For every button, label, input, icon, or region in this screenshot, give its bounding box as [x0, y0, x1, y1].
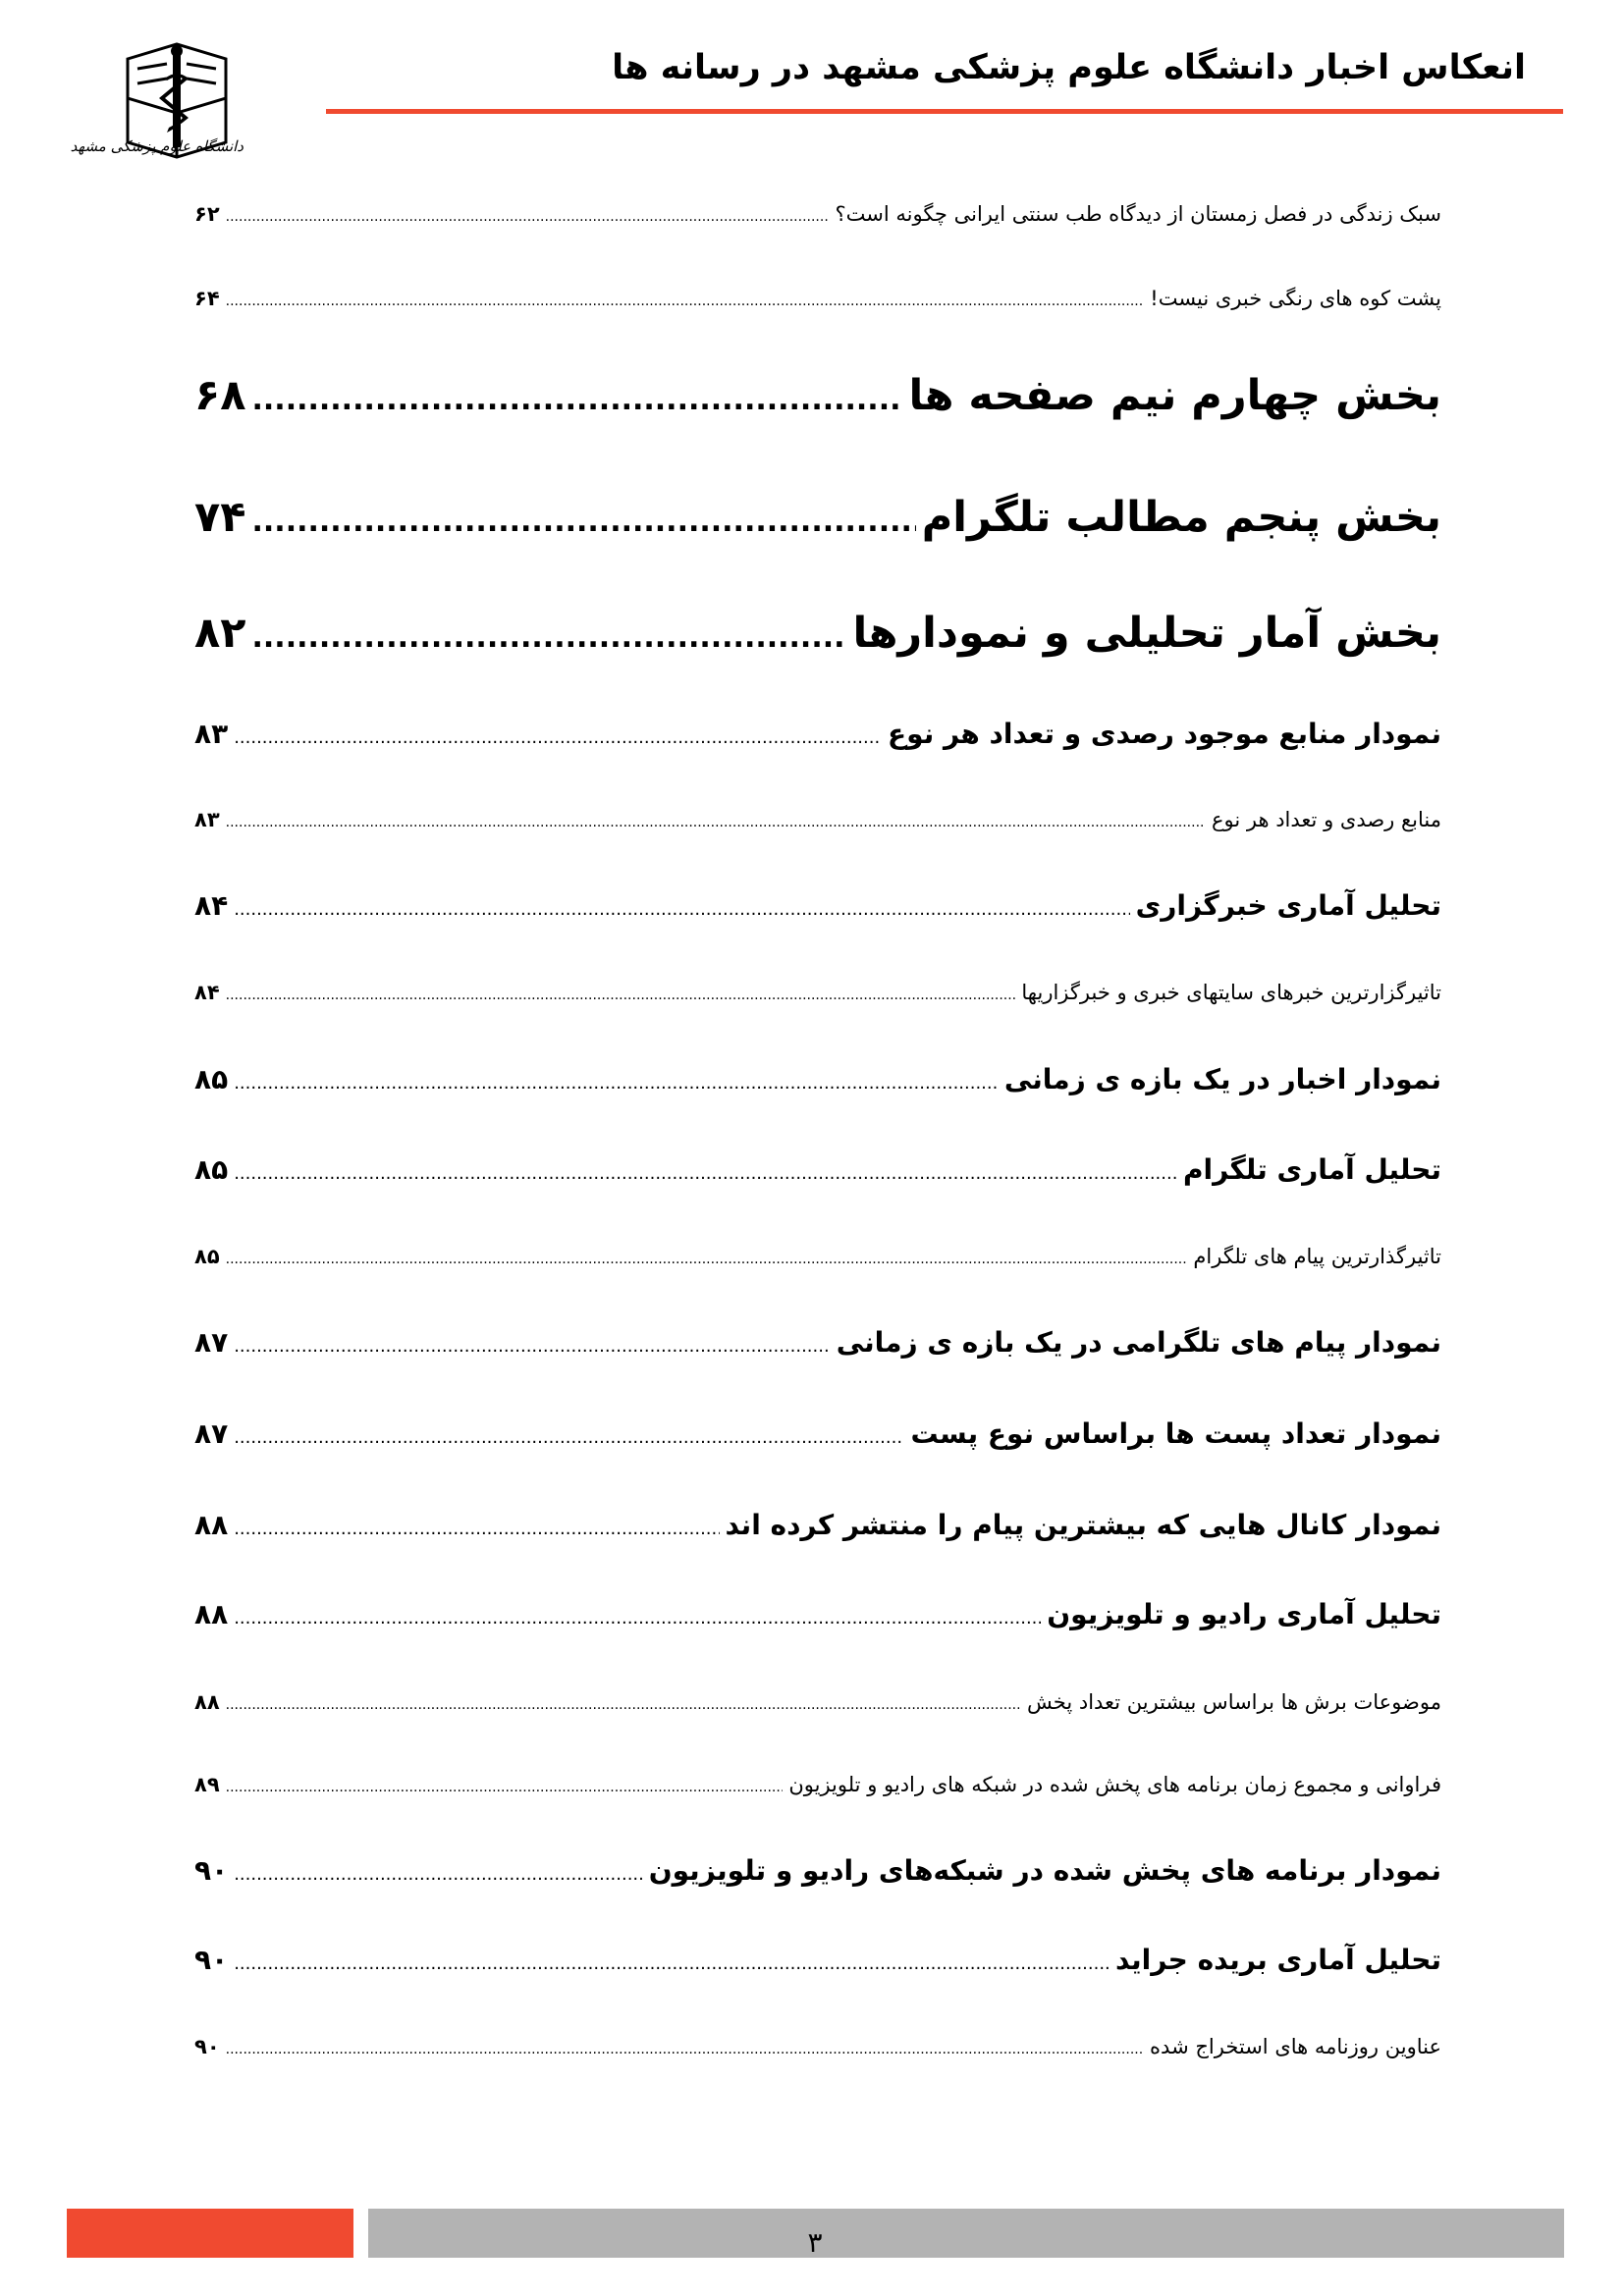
toc-entry-title: نمودار برنامه های پخش شده در شبکه‌های رادیو و تلویزیون [648, 1854, 1441, 1887]
toc-dot-leader [226, 294, 1145, 309]
toc-entry-title: فراوانی و مجموع زمان برنامه های پخش شده در شبکه های رادیو و تلویزیون [788, 1773, 1441, 1796]
toc-dot-leader [234, 727, 882, 748]
toc-dot-leader [234, 1953, 1110, 1974]
toc-dot-leader [234, 1073, 999, 1094]
toc-entry[interactable] [194, 493, 1441, 542]
toc-entry[interactable] [194, 609, 1441, 658]
toc-entry[interactable] [194, 202, 1441, 226]
toc-entry[interactable] [194, 718, 1441, 750]
toc-entry[interactable] [194, 371, 1441, 420]
toc-entry-title: بخش پنجم مطالب تلگرام [921, 493, 1441, 542]
toc-dot-leader [226, 1697, 1021, 1713]
toc-dot-leader [226, 2042, 1144, 2057]
toc-page-number: ۸۴ [194, 981, 220, 1004]
toc-page-number: ۶۲ [194, 202, 220, 226]
toc-page-number: ۸۳ [194, 808, 220, 831]
toc-entry-title: منابع رصدی و تعداد هر نوع [1211, 808, 1441, 831]
toc-entry[interactable] [194, 1063, 1441, 1095]
toc-page-number: ۸۲ [194, 609, 246, 658]
toc-dot-leader [226, 815, 1206, 830]
toc-dot-leader [234, 1427, 904, 1448]
toc-dot-leader [234, 1336, 831, 1357]
toc-dot-leader [226, 1780, 784, 1795]
toc-page-number: ۸۹ [194, 1773, 220, 1796]
toc-entry[interactable] [194, 1598, 1441, 1630]
toc-entry[interactable] [194, 287, 1441, 310]
toc-page-number: ۸۴ [194, 889, 229, 922]
toc-dot-leader [234, 1608, 1041, 1629]
toc-entry-title: نمودار تعداد پست ها براساس نوع پست [910, 1417, 1441, 1450]
toc-page-number: ۸۸ [194, 1509, 229, 1541]
toc-entry-title: نمودار کانال هایی که بیشترین پیام را منتشر کرده اند [725, 1509, 1441, 1541]
toc-entry-title: بخش چهارم نیم صفحه ها [908, 371, 1441, 420]
toc-page-number: ۶۴ [194, 287, 220, 310]
toc-page-number: ۷۴ [194, 493, 246, 542]
toc-page-number: ۸۸ [194, 1690, 220, 1714]
toc-entry-title: تاثیرگذارترین پیام های تلگرام [1193, 1245, 1441, 1268]
toc-entry-title: تحلیل آماری خبرگزاری [1135, 889, 1441, 922]
toc-dot-leader [252, 620, 847, 655]
toc-entry-title: بخش آمار تحلیلی و نمودارها [852, 609, 1441, 658]
toc-page-number: ۸۷ [194, 1326, 229, 1359]
toc-page-number: ۸۸ [194, 1598, 229, 1630]
toc-entry-title: عناوین روزنامه های استخراج شده [1150, 2035, 1441, 2058]
toc-entry[interactable] [194, 1153, 1441, 1186]
toc-dot-leader [226, 988, 1016, 1003]
footer-accent-bar [67, 2209, 353, 2258]
toc-entry[interactable] [194, 1245, 1441, 1268]
toc-dot-leader [234, 1519, 719, 1539]
toc-entry[interactable] [194, 1944, 1441, 1976]
toc-entry[interactable] [194, 1773, 1441, 1796]
document-header-title: انعکاس اخبار دانشگاه علوم پزشکی مشهد در رسانه ها [612, 48, 1526, 87]
toc-entry[interactable] [194, 2035, 1441, 2058]
toc-entry-title: تحلیل آماری رادیو و تلویزیون [1047, 1598, 1441, 1630]
toc-page-number: ۸۷ [194, 1417, 229, 1450]
toc-dot-leader [234, 899, 1129, 920]
toc-entry[interactable] [194, 1854, 1441, 1887]
toc-page-number: ۹۰ [194, 2035, 220, 2058]
toc-entry[interactable] [194, 981, 1441, 1004]
toc-entry-title: تحلیل آماری بریده جراید [1114, 1944, 1441, 1976]
logo-caption: دانشگاه علوم پزشکی مشهد [70, 137, 244, 155]
page-number: ۳ [807, 2226, 823, 2259]
toc-dot-leader [234, 1864, 643, 1885]
toc-entry-title: تاثیرگزارترین خبرهای سایتهای خبری و خبرگزاریها [1021, 981, 1441, 1004]
toc-dot-leader [252, 383, 903, 417]
toc-entry[interactable] [194, 1417, 1441, 1450]
toc-page-number: ۶۸ [194, 371, 246, 420]
toc-page-number: ۸۵ [194, 1153, 229, 1186]
toc-entry[interactable] [194, 889, 1441, 922]
toc-entry[interactable] [194, 1326, 1441, 1359]
toc-entry-title: تحلیل آماری تلگرام [1182, 1153, 1441, 1186]
toc-page-number: ۸۵ [194, 1245, 220, 1268]
toc-entry-title: موضوعات برش ها براساس بیشترین تعداد پخش [1027, 1690, 1441, 1714]
toc-entry-title: پشت کوه های رنگی خبری نیست! [1150, 287, 1441, 310]
toc-page-number: ۸۵ [194, 1063, 229, 1095]
toc-entry-title: سبک زندگی در فصل زمستان از دیدگاه طب سنتی ایرانی چگونه است؟ [835, 202, 1441, 226]
toc-entry-title: نمودار اخبار در یک بازه ی زمانی [1003, 1063, 1441, 1095]
footer-bar [368, 2209, 1564, 2258]
toc-entry-title: نمودار پیام های تلگرامی در یک بازه ی زمانی [836, 1326, 1441, 1359]
toc-dot-leader [226, 209, 830, 225]
toc-entry-title: نمودار منابع موجود رصدی و تعداد هر نوع [888, 718, 1441, 750]
toc-dot-leader [234, 1163, 1177, 1184]
toc-page-number: ۹۰ [194, 1854, 229, 1887]
toc-entry[interactable] [194, 1690, 1441, 1714]
toc-dot-leader [252, 505, 916, 539]
toc-entry[interactable] [194, 808, 1441, 831]
header-rule [326, 109, 1563, 114]
toc-entry[interactable] [194, 1509, 1441, 1541]
toc-dot-leader [226, 1252, 1188, 1267]
toc-page-number: ۸۳ [194, 718, 229, 750]
toc-page-number: ۹۰ [194, 1944, 229, 1976]
